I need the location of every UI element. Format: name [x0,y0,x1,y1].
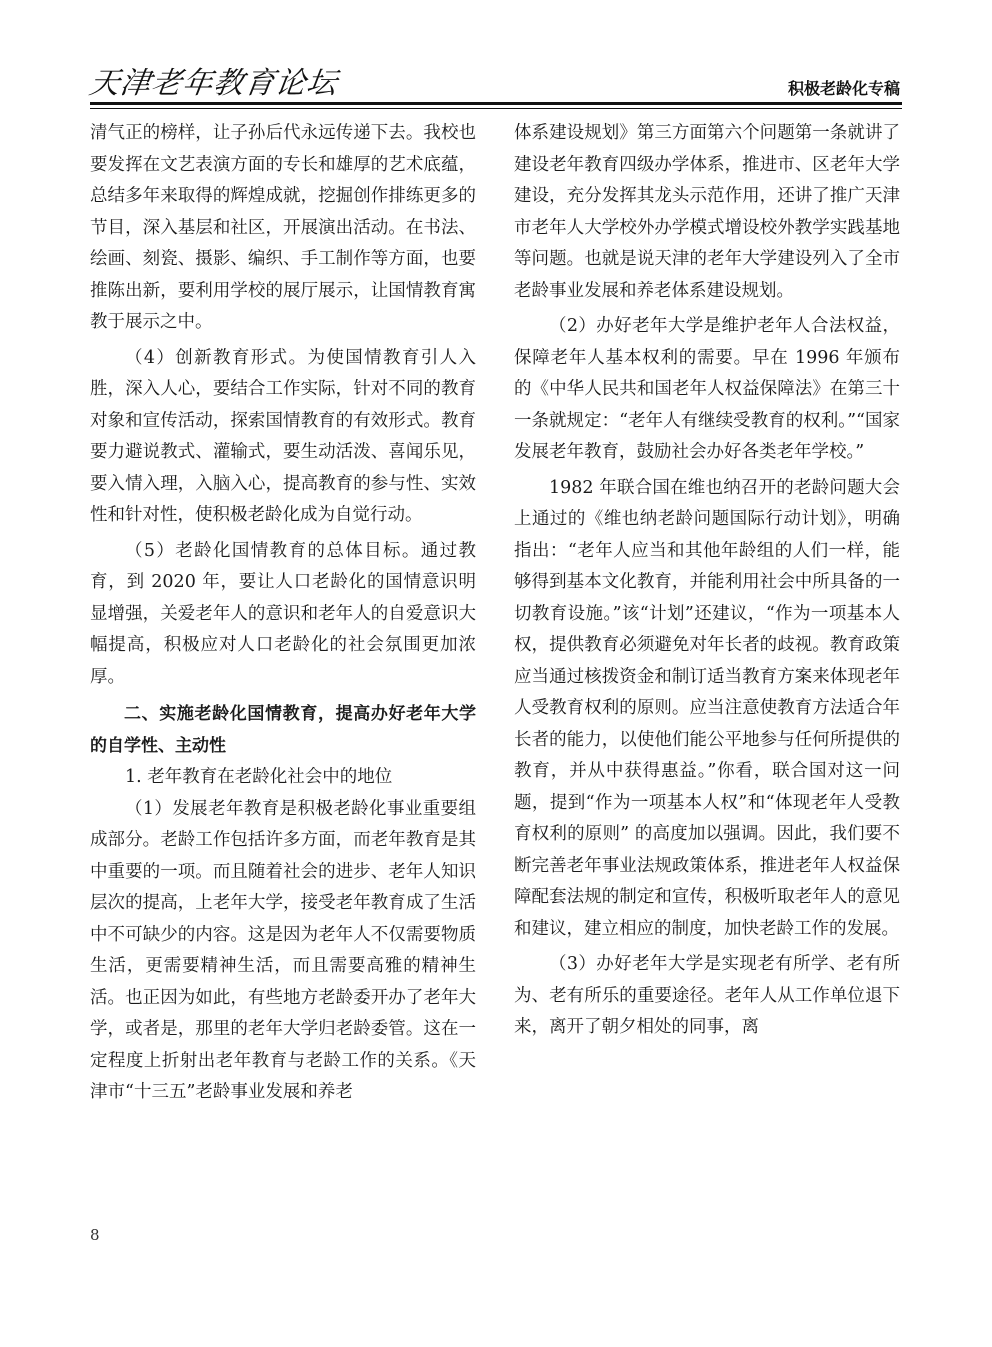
right-paragraph-4: （3）办好老年大学是实现老有所学、老有所为、老有所乐的重要途径。老年人从工作单位退下来，离开了朝夕相处的同事，离 [514,954,900,1037]
page-number: 8 [90,1226,100,1244]
left-paragraph-1: 清气正的榜样，让子孙后代永远传递下去。我校也要发挥在文艺表演方面的专长和雄厚的艺术底蕴，总结多年来取得的辉煌成就，挖掘创作排练更多的节目，深入基层和社区，开展演出活动。在书法、绘画、刻瓷、摄影、编织、手工制作等方面，也要推陈出新，要利用学校的展厅展示，让国情教育寓教于展示之中。 [90,123,476,332]
left-column [90,118,476,1109]
journal-logo: 天津老年教育论坛 [87,66,340,101]
section-heading: 二、实施老龄化国情教育，提高办好老年大学的自学性、主动性 [90,704,476,756]
subsection-heading: 1. 老年教育在老龄化社会中的地位 [125,767,393,787]
left-paragraph-3: （5）老龄化国情教育的总体目标。通过教育，到 2020 年，要让人口老龄化的国情意识明显增强，关爱老年人的意识和老年人的自爱意识大幅提高，积极应对人口老龄化的社会氛围更加浓厚。 [90,540,476,687]
header-rule-thick [90,102,902,105]
right-column [514,118,900,1044]
left-paragraph-2: （4）创新教育形式。为使国情教育引人入胜，深入人心，要结合工作实际，针对不同的教育对象和宣传活动，探索国情教育的有效形式。教育要力避说教式、灌输式，要生动活泼、喜闻乐见，要入情入理，入脑入心，提高教育的参与性、实效性和针对性，使积极老龄化成为自觉行动。 [90,347,476,525]
right-paragraph-3: 1982 年联合国在维也纳召开的老龄问题大会上通过的《维也纳老龄问题国际行动计划》，明确指出：“老年人应当和其他年龄组的人们一样，能够得到基本文化教育，并能利用社会中所具备的一切教育设施。”该“计划”还建议，“作为一项基本人权，提供教育必须避免对年长者的歧视。教育政策应当通过核拨资金和制订适当教育方案来体现老年人受教育权利的原则。应当注意使教育方法适合年长者的能力，以使他们能公平地参与任何所提供的教育，并从中获得惠益。”你看，联合国对这一问题，提到“作为一项基本人权”和“体现老年人受教育权利的原则” 的高度加以强调。因此，我们要不断完善老年事业法规政策体系，推进老年人权益保障配套法规的制定和宣传，积极听取老年人的意见和建议，建立相应的制度，加快老龄工作的发展。 [514,477,900,939]
section-title: 积极老龄化专稿 [787,79,900,98]
right-paragraph-2: （2）办好老年大学是维护老年人合法权益，保障老年人基本权利的需要。早在 1996 年颁布的《中华人民共和国老年人权益保障法》在第三十一条就规定：“老年人有继续受教育的权利。”“国家发展老年教育，鼓励社会办好各类老年学校。” [514,316,900,462]
right-paragraph-1: 体系建设规划》第三方面第六个问题第一条就讲了建设老年教育四级办学体系，推进市、区老年大学建设，充分发挥其龙头示范作用，还讲了推广天津市老年人大学校外办学模式增设校外教学实践基地等问题。也就是说天津的老年大学建设列入了全市老龄事业发展和养老体系建设规划。 [514,123,900,301]
header-rule-thin [90,108,902,109]
left-paragraph-4: （1）发展老年教育是积极老龄化事业重要组成部分。老龄工作包括许多方面，而老年教育是其中重要的一项。而且随着社会的进步、老年人知识层次的提高，上老年大学，接受老年教育成了生活中不可缺少的内容。这是因为老年人不仅需要物质生活，更需要精神生活，而且需要高雅的精神生活。也正因为如此，有些地方老龄委开办了老年大学，或者是，那里的老年大学归老龄委管。这在一定程度上折射出老年教育与老龄工作的关系。《天津市“十三五”老龄事业发展和养老 [90,798,476,1102]
